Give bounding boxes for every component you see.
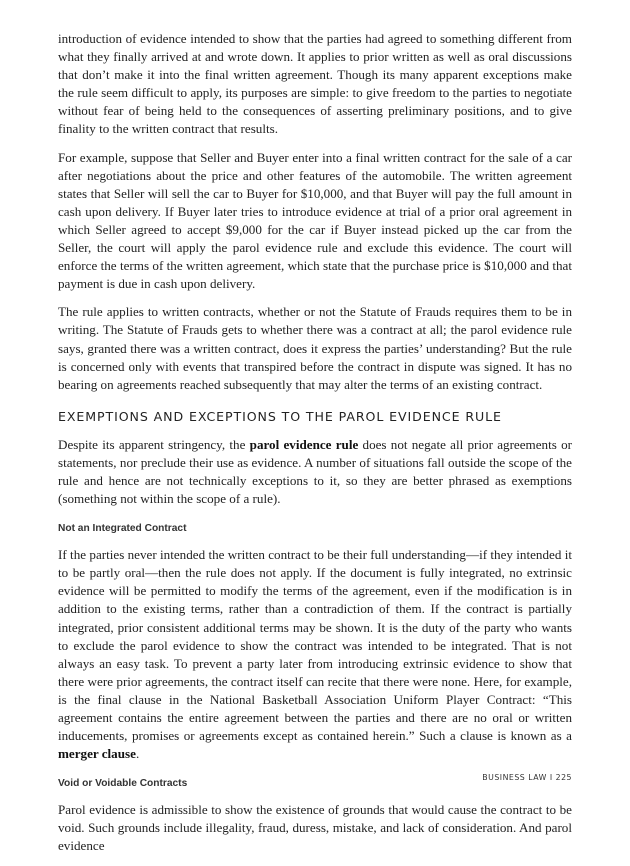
text-run: If the parties never intended the written contract to be their full understanding—if they intended it to be partly oral—then the rule does not apply. If the document is fully integrated, no extrinsic evidence will be permitted to modify the terms of the agreement, even if the modification is in addition to the existing terms, rather than a contradiction of them. If the contract is partially integrated, prior consistent additional terms may be shown. It is the duty of the party who wants to exclude the parol evidence to show the contract was intended to be integrated. That is not always an easy task. To prevent a party later from introducing extrinsic evidence to show that there were prior agreements, the contract itself can recite that there were none. Here, for example, is the final clause in the National Basketball Association Uniform Player Contract: “This agreement contains the entire agreement between the parties and there are no oral or written inducements, promises or agreements except as contained herein.” Such a clause is known as a (58, 547, 572, 744)
term-merger-clause: merger clause (58, 746, 136, 762)
section-heading: EXEMPTIONS AND EXCEPTIONS TO THE PAROL EVIDENCE RULE (58, 408, 502, 424)
page-body (58, 30, 572, 866)
subheading-not-integrated: Not an Integrated Contract (58, 523, 187, 535)
paragraph-example: For example, suppose that Seller and Buyer enter into a final written contract for the sale of a car after negotiations about the price and other features of the automobile. The written agreement states that Seller will sell the car to Buyer for $10,000, and that Buyer will pay the full amount in cash upon delivery. If Buyer later tries to introduce evidence at trial of a prior oral agreement in which Seller agreed to accept $9,000 for the car if Buyer instead picked up the car from the Seller, the court will apply the parol evidence rule and exclude this evidence. The court will enforce the terms of the written agreement, which state that the purchase price is $10,000 and that payment is due in cash upon delivery. (58, 149, 572, 292)
paragraph-statute-of-frauds: The rule applies to written contracts, whether or not the Statute of Frauds requires them to be in writing. The Statute of Frauds gets to whether there was a contract at all; the parol evidence rule says, granted there was a written contract, does it express the parties’ understanding? But the rule is concerned only with events that transpired before the contract in dispute was signed. It has no bearing on agreements reached subsequently that may alter the terms of an existing contract. (58, 304, 572, 392)
page-footer: BUSINESS LAW I 225 (482, 773, 572, 782)
paragraph-exemptions (58, 436, 572, 508)
text-run: . (135, 746, 140, 762)
term-parol-evidence-rule: parol evidence rule (249, 436, 359, 452)
paragraph-intro: introduction of evidence intended to show that the parties had agreed to something different from what they finally arrived at and wrote down. It applies to prior written as well as oral discussions that don’t make it into the final written agreement. Though its many apparent exceptions make the rule seem difficult to apply, its purposes are simple: to give freedom to the parties to negotiate without fear of being held to the consequences of asserting preliminary positions, and to give finality to the written contract that results. (58, 31, 572, 137)
text-run: does not negate all prior agreements or statements, nor preclude their use as evidence. A number of situations fall outside the scope of the rule and hence are not technically exceptions to it, so they are better phrased as exemptions (something not within the scope of a rule). (58, 436, 572, 507)
subheading-void-voidable: Void or Voidable Contracts (58, 778, 188, 790)
paragraph-void-voidable: Parol evidence is admissible to show the existence of grounds that would cause the contract to be void. Such grounds include illegality, fraud, duress, mistake, and lack of consideration. And parol evidence (58, 802, 572, 854)
text-run: Despite its apparent stringency, the (58, 436, 250, 452)
paragraph-not-integrated (58, 546, 572, 763)
